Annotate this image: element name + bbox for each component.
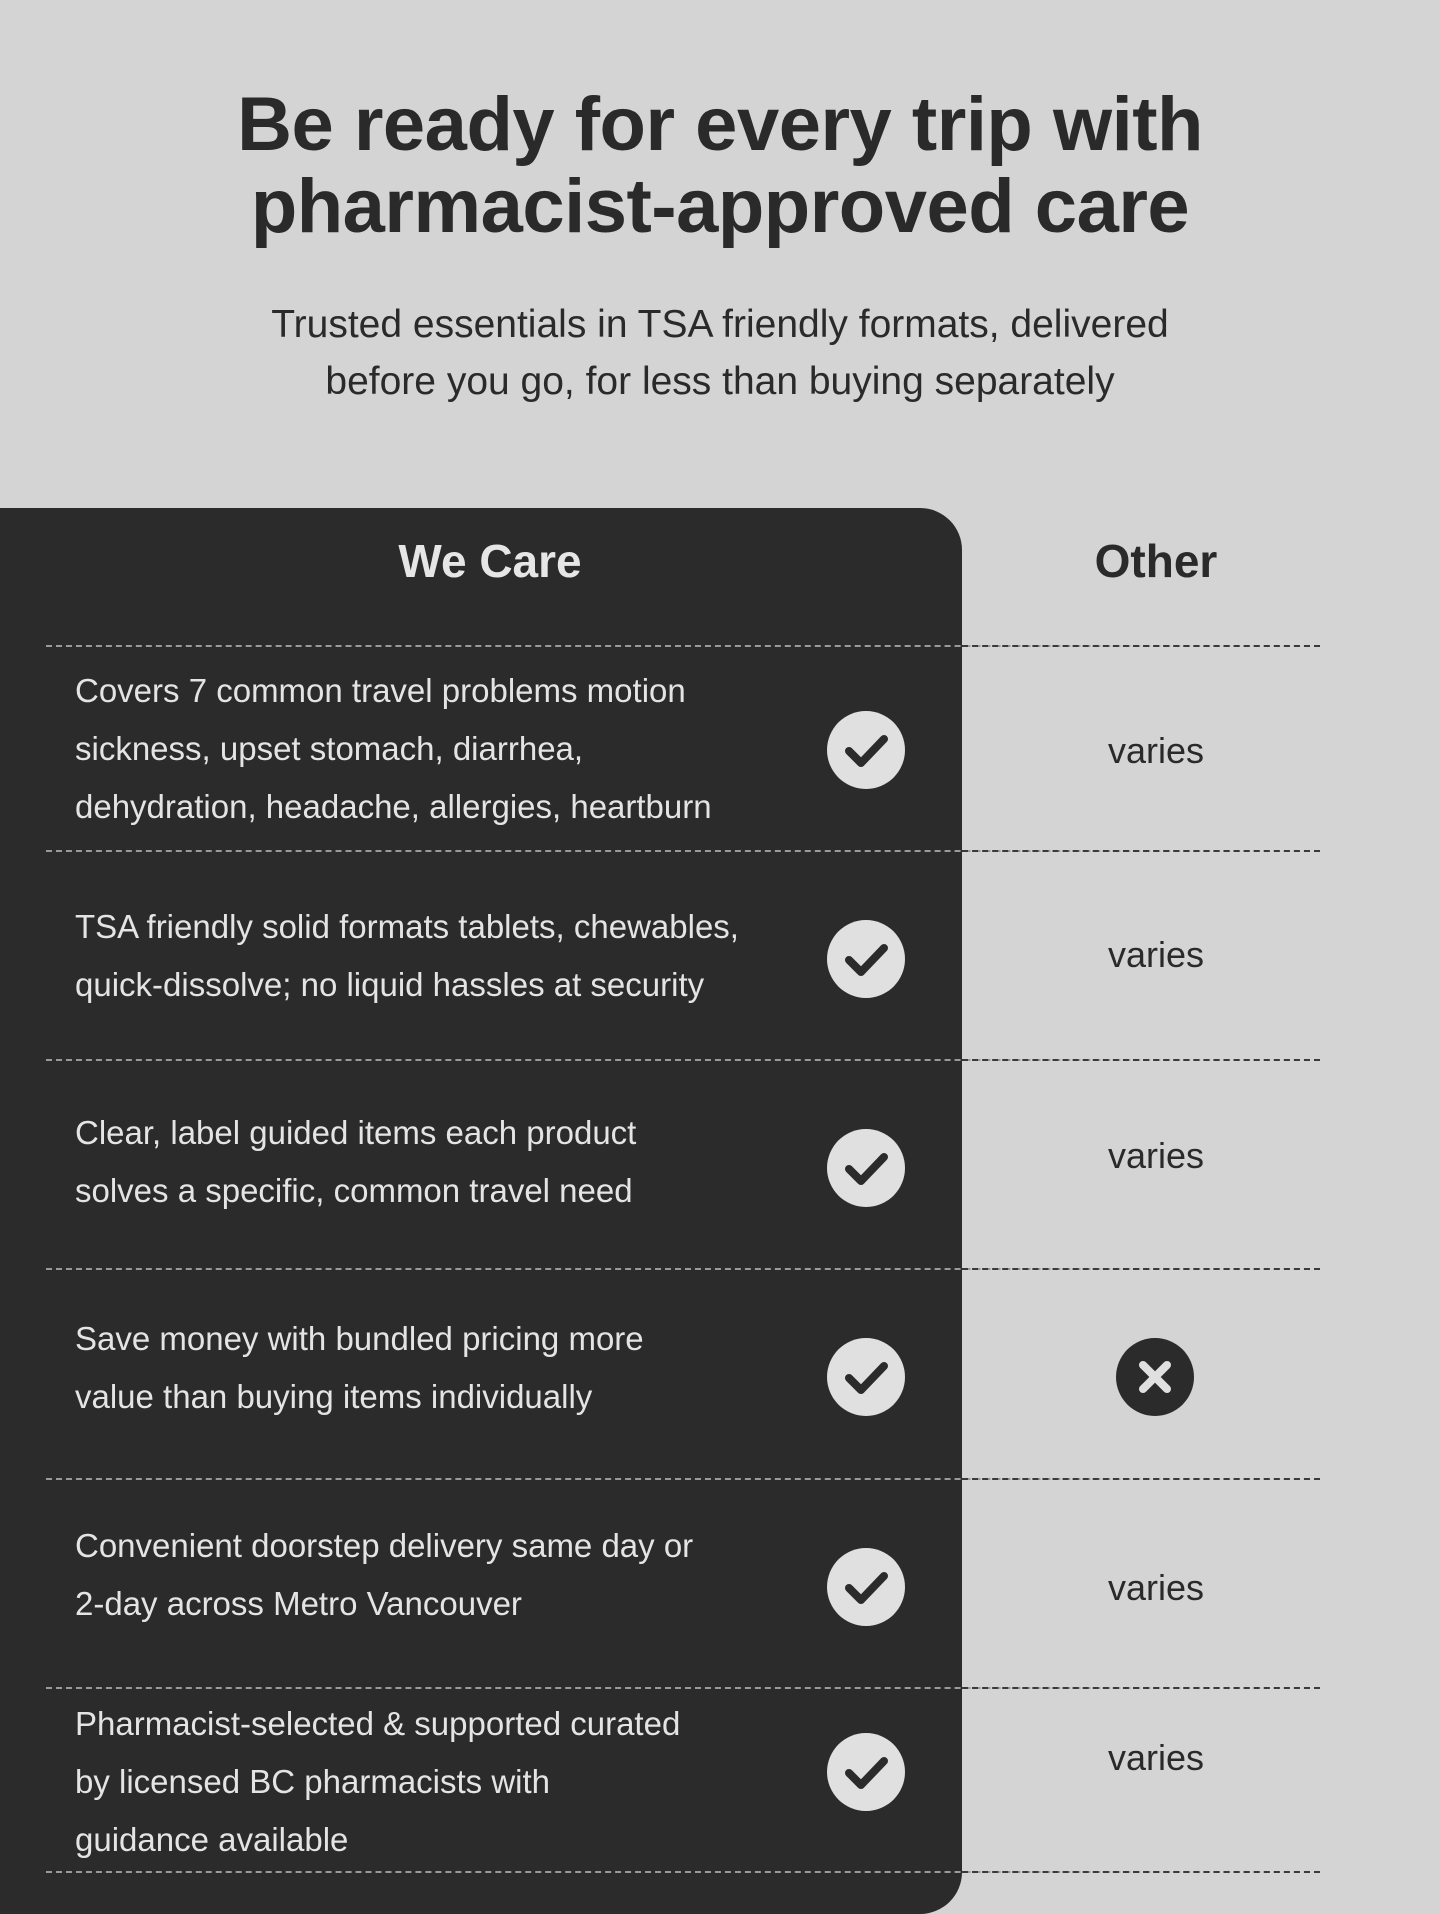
row-divider xyxy=(46,1687,1320,1689)
feature-text-line: solves a specific, common travel need xyxy=(75,1172,633,1209)
feature-text-line: Clear, label guided items each product xyxy=(75,1114,637,1151)
feature-text xyxy=(75,1695,805,1869)
other-value: varies xyxy=(1107,934,1205,975)
feature-text-line: TSA friendly solid formats tablets, chewables, xyxy=(75,908,739,945)
feature-text-line: value than buying items individually xyxy=(75,1378,593,1415)
page-subtitle-line-1: Trusted essentials in TSA friendly formats, delivered xyxy=(271,303,1169,346)
row-divider xyxy=(46,1478,1320,1480)
row-divider xyxy=(46,645,1320,647)
feature-text-line: 2-day across Metro Vancouver xyxy=(75,1585,522,1622)
feature-text-line: Save money with bundled pricing more xyxy=(75,1320,644,1357)
feature-text-line: sickness, upset stomach, diarrhea, xyxy=(75,730,584,767)
other-value: varies xyxy=(1107,1135,1205,1176)
check-icon xyxy=(827,1733,905,1811)
row-divider xyxy=(46,1059,1320,1061)
row-divider xyxy=(46,850,1320,852)
check-icon xyxy=(827,920,905,998)
check-icon xyxy=(827,1338,905,1416)
feature-text-line: Pharmacist-selected & supported curated xyxy=(75,1705,681,1742)
x-icon xyxy=(1116,1338,1194,1416)
feature-text-line: Covers 7 common travel problems motion xyxy=(75,672,686,709)
column-header-we-care: We Care xyxy=(398,535,582,587)
feature-text xyxy=(75,1104,805,1220)
page-subtitle xyxy=(160,296,1280,410)
feature-text-line: guidance available xyxy=(75,1821,349,1858)
other-value: varies xyxy=(1107,1737,1205,1778)
feature-text-line: dehydration, headache, allergies, heartburn xyxy=(75,788,712,825)
check-icon xyxy=(827,1129,905,1207)
page-title xyxy=(120,84,1320,248)
feature-text xyxy=(75,662,805,836)
check-icon xyxy=(827,1548,905,1626)
row-divider xyxy=(46,1268,1320,1270)
check-icon xyxy=(827,711,905,789)
other-value: varies xyxy=(1107,1567,1205,1608)
row-divider xyxy=(46,1871,1320,1873)
feature-text-line: Convenient doorstep delivery same day or xyxy=(75,1527,694,1564)
feature-text-line: by licensed BC pharmacists with xyxy=(75,1763,551,1800)
page-title-line-2: pharmacist-approved care xyxy=(250,164,1190,249)
other-value: varies xyxy=(1107,730,1205,771)
feature-text xyxy=(75,1517,805,1633)
feature-text xyxy=(75,898,805,1014)
feature-text-line: quick-dissolve; no liquid hassles at security xyxy=(75,966,705,1003)
feature-text xyxy=(75,1310,805,1426)
column-header-other: Other xyxy=(1094,535,1218,587)
page-subtitle-line-2: before you go, for less than buying separately xyxy=(325,360,1115,403)
page-title-line-1: Be ready for every trip with xyxy=(237,82,1203,167)
